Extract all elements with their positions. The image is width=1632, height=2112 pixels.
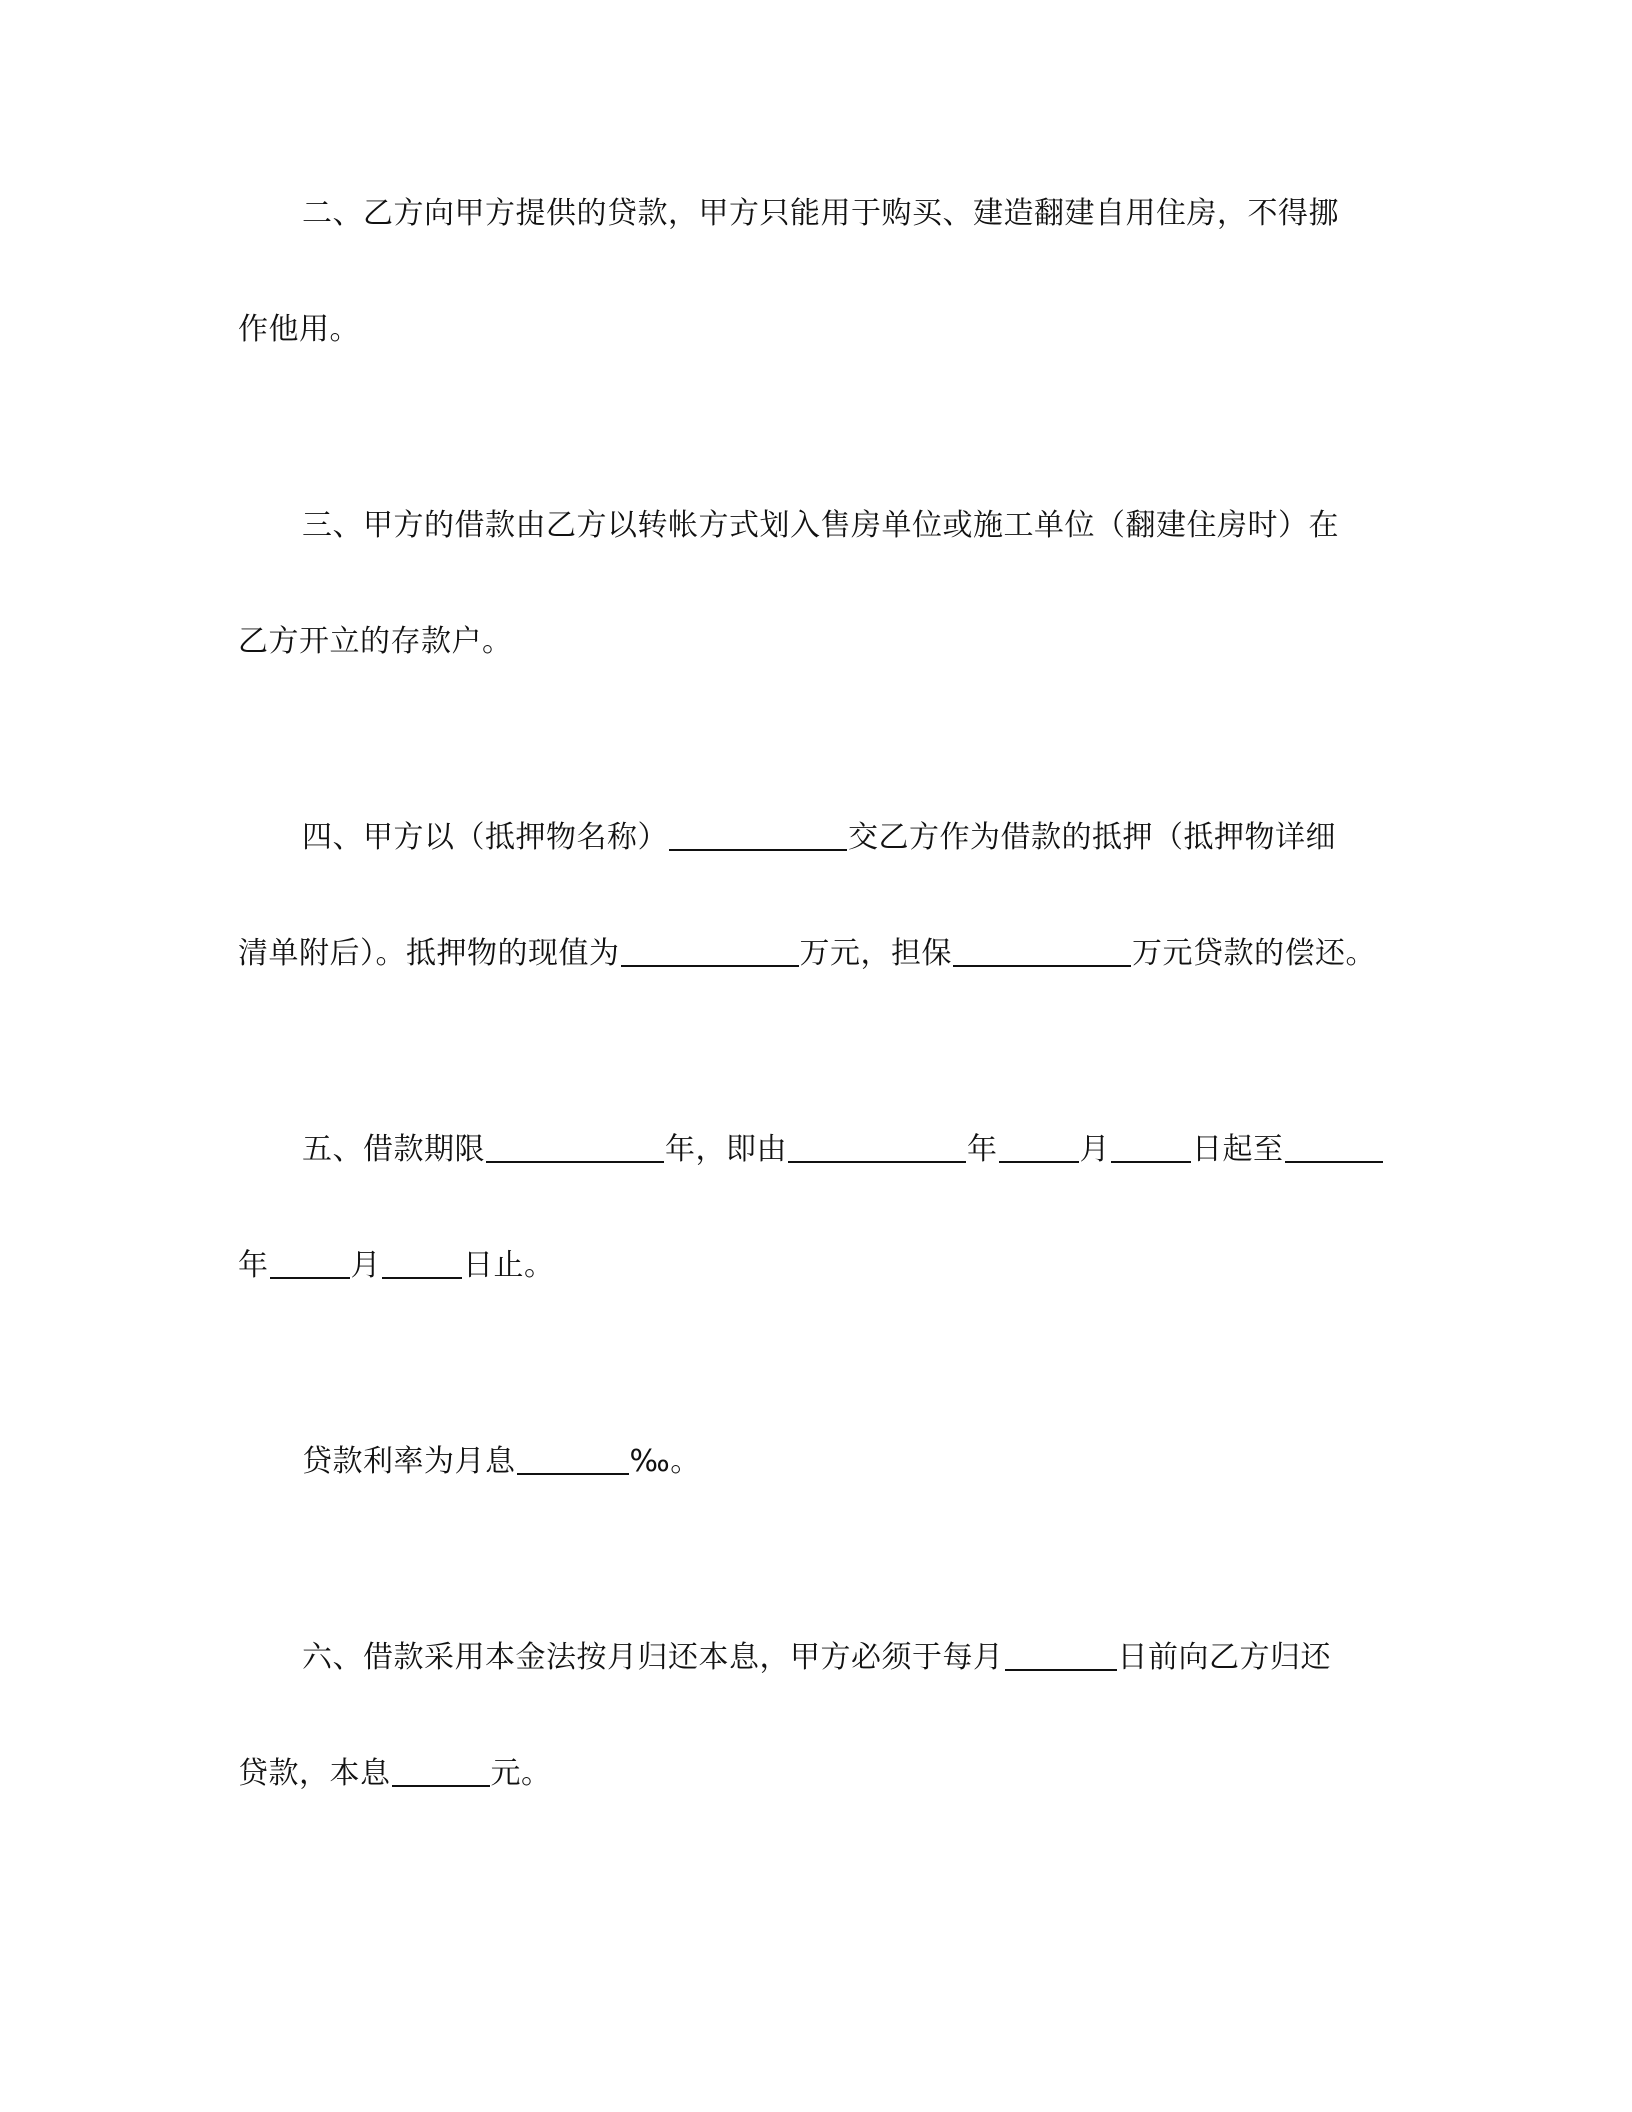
clause-6-text-a: 六、借款采用本金法按月归还本息，甲方必须于每月 [302, 1640, 1004, 1675]
clause-2-text-2: 作他用。 [238, 312, 360, 347]
clause-6-text-b: 日前向乙方归还 [1117, 1640, 1331, 1675]
clause-5-text-g: 月 [350, 1248, 381, 1283]
clause-4-text-b: 交乙方作为借款的抵押（抵押物详细 [848, 820, 1336, 855]
clause-4-text-a: 四、甲方以（抵押物名称） [302, 820, 668, 855]
end-month-blank[interactable] [270, 1249, 350, 1279]
loan-term-years-blank[interactable] [486, 1133, 664, 1163]
interest-line [302, 1442, 701, 1482]
clause-5-text-b: 年，即由 [665, 1132, 787, 1167]
start-day-blank[interactable] [1111, 1133, 1191, 1163]
interest-text-a: 贷款利率为月息 [302, 1444, 516, 1479]
clause-2-text-1: 二、乙方向甲方提供的贷款，甲方只能用于购买、建造翻建自用住房，不得挪 [302, 196, 1339, 231]
clause-2-line-1 [302, 194, 1339, 234]
clause-5-text-f: 年 [238, 1248, 269, 1283]
clause-4-text-d: 万元，担保 [799, 936, 952, 971]
clause-5-text-c: 年 [967, 1132, 998, 1167]
collateral-name-blank[interactable] [669, 821, 847, 851]
clause-3-text-2: 乙方开立的存款户。 [238, 624, 513, 659]
clause-4-line-1 [302, 818, 1336, 858]
clause-5-line-2 [238, 1246, 555, 1286]
clause-2-line-2 [238, 310, 360, 350]
clause-6-line-1 [302, 1638, 1331, 1678]
repayment-day-blank[interactable] [1005, 1641, 1117, 1671]
principal-interest-blank[interactable] [392, 1757, 490, 1787]
clause-3-text-1: 三、甲方的借款由乙方以转帐方式划入售房单位或施工单位（翻建住房时）在 [302, 508, 1339, 543]
clause-6-text-c: 贷款，本息 [238, 1756, 391, 1791]
interest-text-b: ‰。 [629, 1444, 701, 1479]
clause-4-text-e: 万元贷款的偿还。 [1132, 936, 1376, 971]
clause-4-line-2 [238, 934, 1376, 974]
start-month-blank[interactable] [999, 1133, 1079, 1163]
guarantee-amount-blank[interactable] [953, 937, 1131, 967]
clause-4-text-c: 清单附后）。抵押物的现值为 [238, 936, 620, 971]
clause-5-text-d: 月 [1079, 1132, 1110, 1167]
clause-6-line-2 [238, 1754, 552, 1794]
clause-5-text-h: 日止。 [463, 1248, 555, 1283]
end-year-blank[interactable] [1285, 1133, 1383, 1163]
clause-5-text-a: 五、借款期限 [302, 1132, 485, 1167]
collateral-value-blank[interactable] [621, 937, 799, 967]
monthly-interest-blank[interactable] [517, 1445, 629, 1475]
end-day-blank[interactable] [382, 1249, 462, 1279]
clause-3-line-1 [302, 506, 1339, 546]
clause-5-line-1 [302, 1130, 1384, 1170]
clause-3-line-2 [238, 622, 513, 662]
clause-6-text-d: 元。 [490, 1756, 552, 1791]
start-year-blank[interactable] [788, 1133, 966, 1163]
clause-5-text-e: 日起至 [1192, 1132, 1284, 1167]
